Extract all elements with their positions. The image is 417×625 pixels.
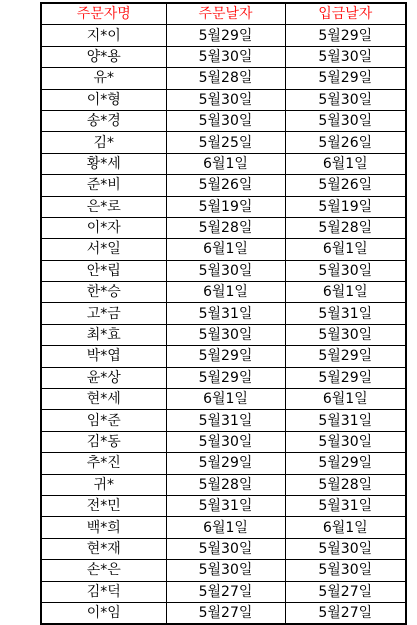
payment-date-cell: 5월30일 — [285, 560, 406, 581]
payment-date-cell: 6월1일 — [285, 239, 406, 260]
order-date-cell: 6월1일 — [166, 517, 285, 538]
orderer-name-cell: 김* — [41, 132, 166, 153]
payment-date-cell: 5월30일 — [285, 538, 406, 559]
table-row — [41, 89, 406, 110]
payment-date-cell: 5월30일 — [285, 89, 406, 110]
table-row — [41, 196, 406, 217]
table-row — [41, 602, 406, 624]
table-row — [41, 324, 406, 345]
payment-date-cell: 5월29일 — [285, 367, 406, 388]
order-date-cell: 5월31일 — [166, 303, 285, 324]
payment-date-cell: 5월29일 — [285, 346, 406, 367]
payment-date-cell: 5월30일 — [285, 46, 406, 67]
table-row — [41, 346, 406, 367]
orderer-name-cell: 이*형 — [41, 89, 166, 110]
payment-date-cell: 5월27일 — [285, 581, 406, 602]
order-date-cell: 5월30일 — [166, 538, 285, 559]
table-row — [41, 68, 406, 89]
table-row — [41, 453, 406, 474]
payment-date-cell: 5월26일 — [285, 175, 406, 196]
payment-date-cell: 5월30일 — [285, 260, 406, 281]
payment-date-cell: 6월1일 — [285, 282, 406, 303]
orderer-name-cell: 서*일 — [41, 239, 166, 260]
table-row — [41, 389, 406, 410]
order-date-cell: 5월27일 — [166, 602, 285, 624]
order-date-cell: 6월1일 — [166, 239, 285, 260]
payment-date-cell: 5월26일 — [285, 132, 406, 153]
orderer-name-cell: 이*자 — [41, 217, 166, 238]
orderer-name-cell: 송*경 — [41, 110, 166, 131]
payment-date-cell: 6월1일 — [285, 389, 406, 410]
orderer-name-cell: 양*용 — [41, 46, 166, 67]
payment-date-cell: 5월27일 — [285, 602, 406, 624]
orderer-name-cell: 전*민 — [41, 495, 166, 516]
order-date-cell: 6월1일 — [166, 389, 285, 410]
payment-date-cell: 5월30일 — [285, 431, 406, 452]
orderer-name-cell: 추*진 — [41, 453, 166, 474]
table-row — [41, 217, 406, 238]
order-date-cell: 5월30일 — [166, 560, 285, 581]
payment-date-cell: 5월28일 — [285, 474, 406, 495]
orderer-name-cell: 김*동 — [41, 431, 166, 452]
orderer-name-cell: 안*립 — [41, 260, 166, 281]
table-row — [41, 303, 406, 324]
order-date-cell: 5월26일 — [166, 175, 285, 196]
orderer-name-cell: 김*덕 — [41, 581, 166, 602]
orderer-name-cell: 임*준 — [41, 410, 166, 431]
payment-date-cell: 5월31일 — [285, 410, 406, 431]
order-date-cell: 5월27일 — [166, 581, 285, 602]
order-date-cell: 5월30일 — [166, 46, 285, 67]
table-row — [41, 175, 406, 196]
order-date-cell: 5월28일 — [166, 217, 285, 238]
payment-date-cell: 6월1일 — [285, 153, 406, 174]
orderer-name-cell: 은*로 — [41, 196, 166, 217]
orderer-name-cell: 최*효 — [41, 324, 166, 345]
payment-date-cell: 5월31일 — [285, 495, 406, 516]
table-row — [41, 282, 406, 303]
orderer-name-cell: 고*금 — [41, 303, 166, 324]
table-row — [41, 538, 406, 559]
table-row — [41, 153, 406, 174]
payment-date-cell: 6월1일 — [285, 517, 406, 538]
table-row — [41, 110, 406, 131]
order-date-cell: 5월25일 — [166, 132, 285, 153]
payment-date-cell: 5월28일 — [285, 217, 406, 238]
orderer-name-cell: 윤*상 — [41, 367, 166, 388]
order-date-cell: 5월19일 — [166, 196, 285, 217]
order-payment-sheet — [40, 2, 407, 625]
payment-date-cell: 5월30일 — [285, 324, 406, 345]
header-row — [41, 3, 406, 25]
orderer-name-cell: 현*세 — [41, 389, 166, 410]
table-row — [41, 474, 406, 495]
table-row — [41, 495, 406, 516]
orderer-name-cell: 이*임 — [41, 602, 166, 624]
orderer-name-cell: 한*승 — [41, 282, 166, 303]
payment-date-cell: 5월30일 — [285, 110, 406, 131]
table-row — [41, 431, 406, 452]
table-row — [41, 260, 406, 281]
table-body — [41, 25, 406, 624]
payment-date-cell: 5월29일 — [285, 68, 406, 89]
order-date-cell: 5월29일 — [166, 367, 285, 388]
header-orderer-name: 주문자명 — [41, 3, 166, 25]
table-row — [41, 560, 406, 581]
orderer-name-cell: 백*희 — [41, 517, 166, 538]
order-date-cell: 5월29일 — [166, 25, 285, 46]
order-payment-table — [40, 2, 407, 625]
orderer-name-cell: 준*비 — [41, 175, 166, 196]
order-date-cell: 5월30일 — [166, 324, 285, 345]
order-date-cell: 5월28일 — [166, 474, 285, 495]
order-date-cell: 5월29일 — [166, 453, 285, 474]
table-row — [41, 517, 406, 538]
table-row — [41, 132, 406, 153]
order-date-cell: 6월1일 — [166, 282, 285, 303]
order-date-cell: 5월30일 — [166, 89, 285, 110]
header-payment-date: 입금날자 — [285, 3, 406, 25]
orderer-name-cell: 박*엽 — [41, 346, 166, 367]
orderer-name-cell: 손*은 — [41, 560, 166, 581]
order-date-cell: 5월28일 — [166, 68, 285, 89]
payment-date-cell: 5월31일 — [285, 303, 406, 324]
order-date-cell: 6월1일 — [166, 153, 285, 174]
order-date-cell: 5월31일 — [166, 410, 285, 431]
table-row — [41, 410, 406, 431]
payment-date-cell: 5월29일 — [285, 25, 406, 46]
order-date-cell: 5월30일 — [166, 110, 285, 131]
orderer-name-cell: 귀* — [41, 474, 166, 495]
table-row — [41, 367, 406, 388]
orderer-name-cell: 황*세 — [41, 153, 166, 174]
table-row — [41, 25, 406, 46]
header-order-date: 주문날자 — [166, 3, 285, 25]
orderer-name-cell: 지*이 — [41, 25, 166, 46]
order-date-cell: 5월30일 — [166, 431, 285, 452]
payment-date-cell: 5월29일 — [285, 453, 406, 474]
table-row — [41, 581, 406, 602]
order-date-cell: 5월30일 — [166, 260, 285, 281]
table-row — [41, 239, 406, 260]
table-row — [41, 46, 406, 67]
orderer-name-cell: 현*재 — [41, 538, 166, 559]
order-date-cell: 5월31일 — [166, 495, 285, 516]
payment-date-cell: 5월19일 — [285, 196, 406, 217]
orderer-name-cell: 유* — [41, 68, 166, 89]
order-date-cell: 5월29일 — [166, 346, 285, 367]
